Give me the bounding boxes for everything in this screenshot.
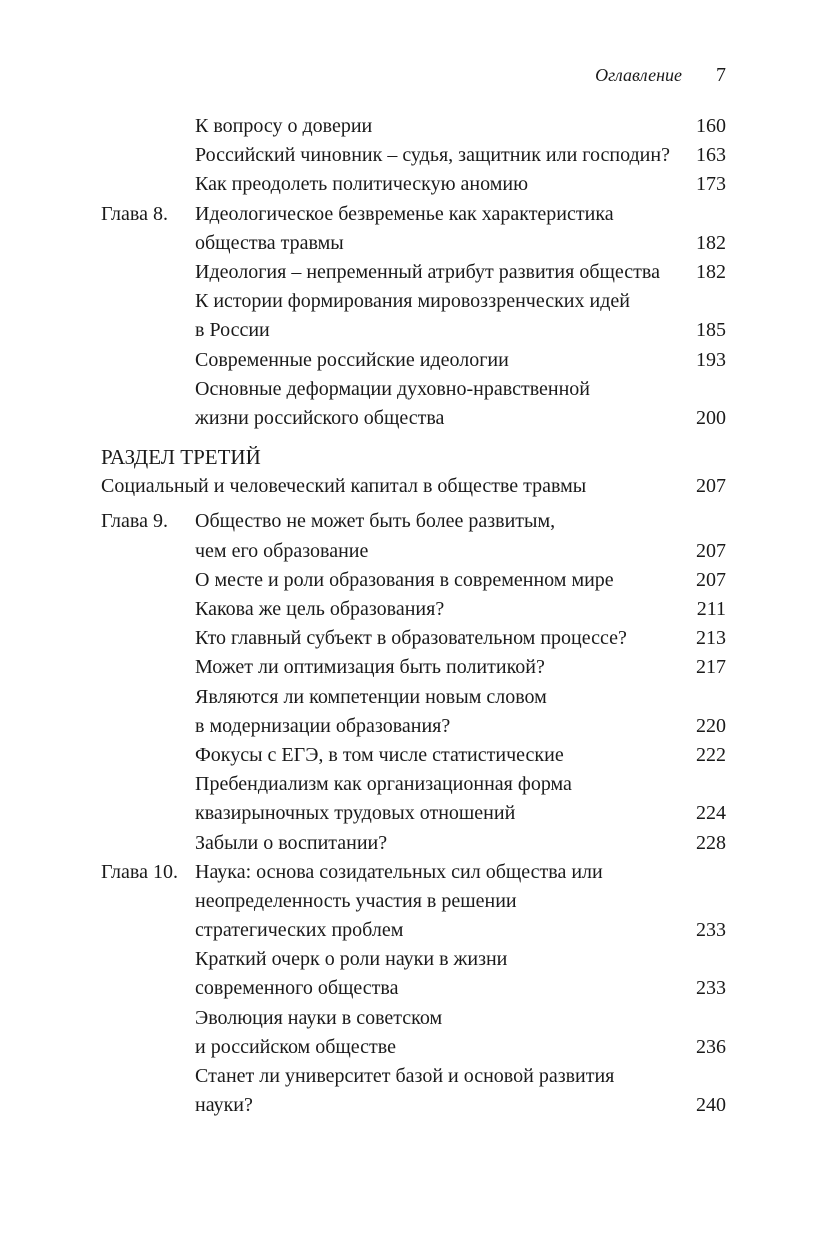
entry-title: чем его образование [195, 539, 369, 562]
entry-page-number: 207 [696, 568, 726, 591]
entry-page-number: 207 [696, 475, 726, 498]
entry-title: Станет ли университет базой и основой развития [195, 1065, 615, 1087]
entry-page-number: 207 [696, 539, 726, 562]
section-title: РАЗДЕЛ ТРЕТИЙ [101, 445, 261, 470]
entry-page-number: 240 [696, 1094, 726, 1117]
toc-line [101, 346, 726, 375]
entry-title: Общество не может быть более развитым, [195, 510, 556, 533]
entry-title: К вопросу о доверии [195, 115, 373, 137]
entry-page-number: 173 [696, 173, 726, 196]
entry-page-number: 182 [696, 231, 726, 254]
entry-title: Кто главный субъект в образовательном процессе? [195, 627, 627, 650]
entry-page-number: 211 [696, 598, 726, 620]
entry-title: и российском обществе [195, 1035, 396, 1058]
entry-title: Эволюция науки в советском [195, 1006, 443, 1029]
toc-line [101, 287, 726, 316]
entry-title: Социальный и человеческий капитал в обществе травмы [101, 475, 587, 498]
entry-page-number: 233 [696, 977, 726, 1000]
toc-line [101, 1062, 726, 1091]
toc-line [101, 258, 726, 287]
entry-title: Идеологическое безвременье как характеристика [195, 202, 614, 225]
toc-line [101, 1091, 726, 1120]
entry-page-number: 200 [696, 406, 726, 429]
toc-line [101, 916, 726, 945]
entry-title: Современные российские идеологии [195, 348, 509, 371]
toc-line [101, 741, 726, 770]
entry-title: Пребендиализм как организационная форма [195, 773, 572, 796]
toc-line [101, 170, 726, 199]
entry-page-number: 163 [696, 144, 726, 167]
toc-line [101, 1033, 726, 1062]
toc-line [101, 1004, 726, 1033]
entry-page-number: 228 [696, 831, 726, 854]
toc-line [101, 653, 726, 682]
entry-title: Являются ли компетенции новым словом [195, 685, 547, 708]
entry-title: общества травмы [195, 231, 344, 254]
entry-title: жизни российского общества [195, 406, 445, 429]
entry-page-number: 217 [696, 656, 726, 679]
toc-line [101, 112, 726, 141]
entry-title: Наука: основа созидательных сил общества или [195, 860, 603, 883]
entry-title: Какова же цель образования? [195, 598, 445, 620]
entry-title: современного общества [195, 977, 399, 1000]
entry-page-number: 236 [696, 1035, 726, 1058]
entry-title: квазирыночных трудовых отношений [195, 802, 516, 825]
entry-title: стратегических проблем [195, 919, 404, 942]
table-of-contents [101, 112, 726, 1120]
entry-page-number: 193 [696, 348, 726, 371]
toc-line [101, 974, 726, 1003]
entry-title: К истории формирования мировоззренческих идей [195, 290, 630, 313]
entry-page-number: 222 [696, 743, 726, 766]
entry-page-number: 233 [696, 919, 726, 942]
running-head [0, 62, 726, 88]
entry-page-number: 213 [696, 627, 726, 650]
entry-title: неопределенность участия в решении [195, 889, 517, 912]
entry-title: в России [195, 319, 270, 342]
entry-title: Идеология – непременный атрибут развития общества [195, 260, 660, 283]
toc-line [101, 945, 726, 974]
entry-page-number: 160 [696, 115, 726, 137]
toc-line [101, 404, 726, 433]
chapter-label: Глава 8. [101, 202, 168, 225]
entry-title: Как преодолеть политическую аномию [195, 173, 529, 196]
toc-line [101, 712, 726, 741]
entry-title: Забыли о воспитании? [195, 831, 388, 854]
entry-title: Краткий очерк о роли науки в жизни [195, 948, 508, 971]
section-heading [101, 443, 726, 472]
toc-line [101, 683, 726, 712]
toc-line [101, 507, 726, 536]
toc-line [101, 537, 726, 566]
toc-line [101, 141, 726, 170]
chapter-label: Глава 10. [101, 860, 178, 883]
entry-title: Основные деформации духовно-нравственной [195, 377, 590, 400]
toc-line [101, 799, 726, 828]
entry-title: Фокусы с ЕГЭ, в том числе статистические [195, 743, 564, 766]
toc-line [101, 200, 726, 229]
toc-line [101, 472, 726, 501]
entry-page-number: 185 [696, 319, 726, 342]
entry-page-number: 224 [696, 802, 726, 825]
toc-line [101, 829, 726, 858]
toc-line [101, 595, 726, 624]
toc-line [101, 887, 726, 916]
running-head-title: Оглавление [595, 65, 682, 85]
toc-line [101, 858, 726, 887]
entry-title: науки? [195, 1094, 253, 1117]
entry-page-number: 220 [696, 714, 726, 737]
entry-page-number: 182 [696, 260, 726, 283]
toc-line [101, 624, 726, 653]
toc-line [101, 770, 726, 799]
toc-line [101, 229, 726, 258]
toc-line [101, 566, 726, 595]
toc-line [101, 316, 726, 345]
running-head-page-number: 7 [716, 64, 726, 86]
toc-line [101, 375, 726, 404]
entry-title: О месте и роли образования в современном мире [195, 568, 614, 591]
chapter-label: Глава 9. [101, 510, 168, 533]
entry-title: Может ли оптимизация быть политикой? [195, 656, 545, 679]
entry-title: Российский чиновник – судья, защитник или господин? [195, 144, 670, 167]
entry-title: в модернизации образования? [195, 714, 451, 737]
